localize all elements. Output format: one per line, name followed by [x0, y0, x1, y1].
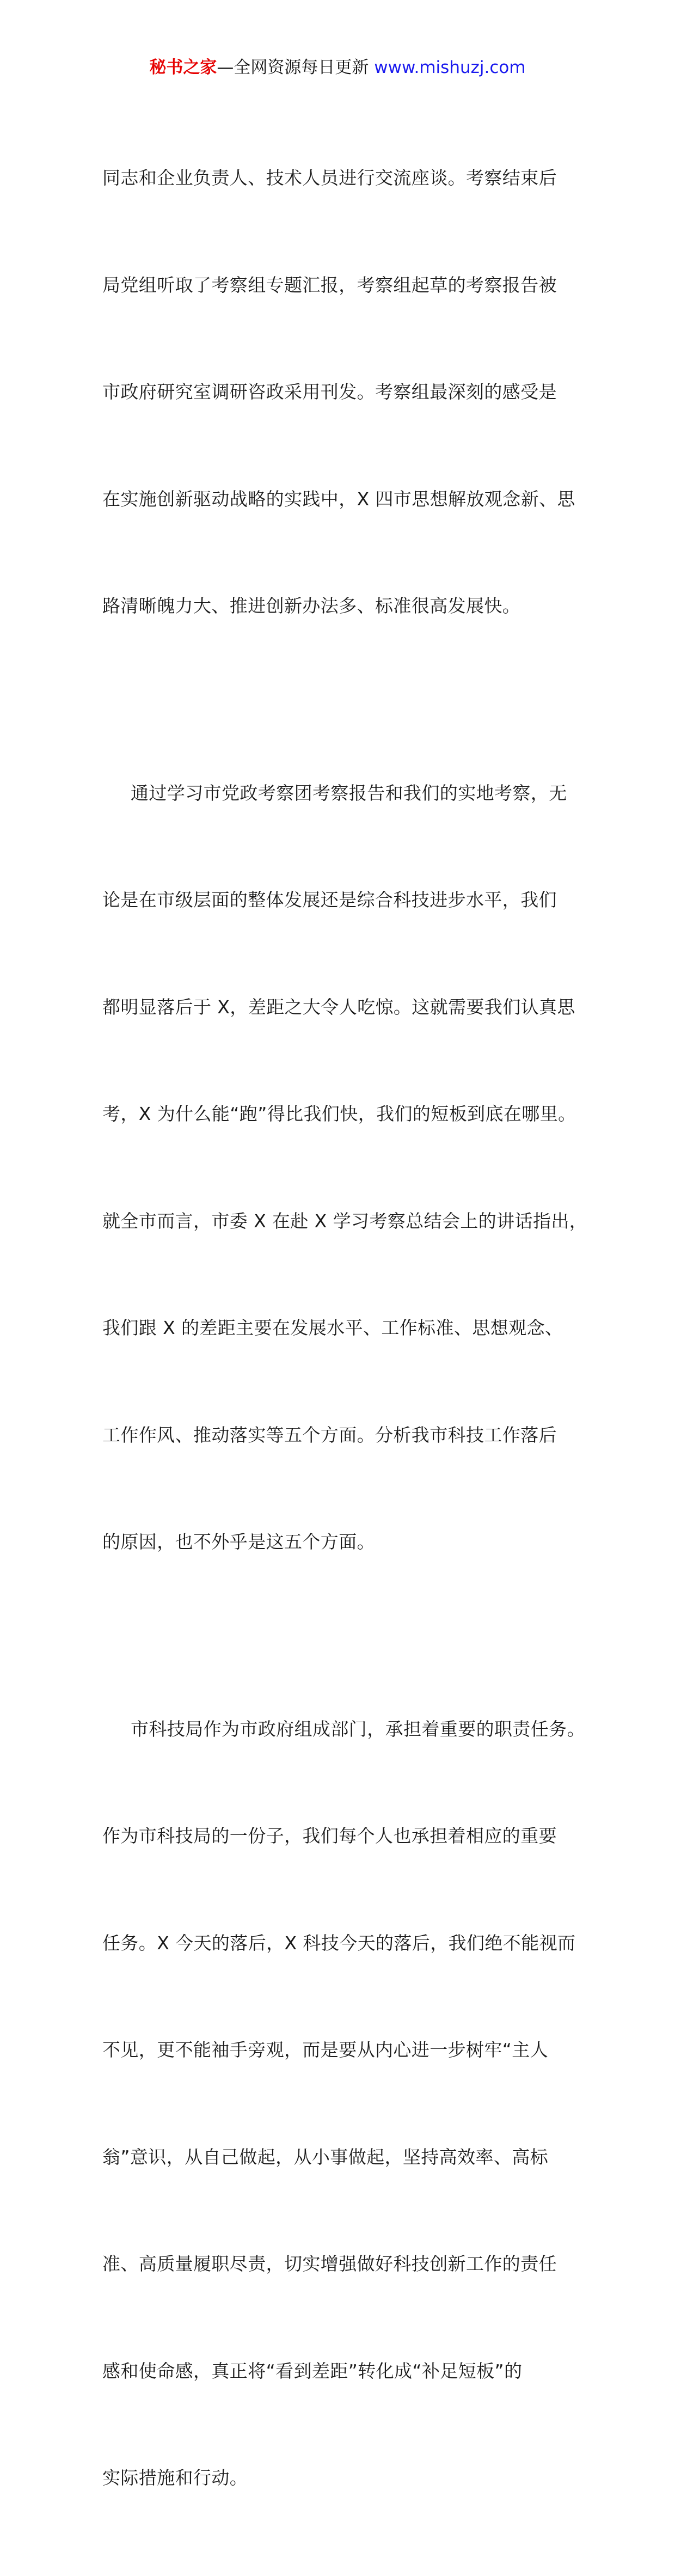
text-line: 工作作风、推动落实等五个方面。分析我市科技工作落后: [102, 1424, 557, 1446]
text-line: 我们跟 X 的差距主要在发展水平、工作标准、思想观念、: [102, 1317, 563, 1338]
text-line: 作为市科技局的一份子，我们每个人也承担着相应的重要: [102, 1825, 557, 1846]
text-line: 的原因，也不外乎是这五个方面。: [102, 1531, 375, 1552]
text-line: 通过学习市党政考察团考察报告和我们的实地考察，无: [131, 782, 567, 804]
text-line: 实际措施和行动。: [102, 2467, 248, 2488]
site-url-link[interactable]: www.mishuzj.com: [374, 58, 526, 77]
text-line: 翁”意识，从自己做起，从小事做起，坚持高效率、高标: [102, 2146, 549, 2168]
document-body: [102, 89, 592, 2576]
text-line: 都明显落后于 X，差距之大令人吃惊。这就需要我们认真思: [102, 996, 575, 1018]
text-line: 局党组听取了考察组专题汇报，考察组起草的考察报告被: [102, 274, 557, 296]
brand-name: 秘书之家: [149, 58, 217, 77]
text-line: 准、高质量履职尽责，切实增强做好科技创新工作的责任: [102, 2253, 557, 2274]
text-line: 路清晰魄力大、推进创新办法多、标准很高发展快。: [102, 595, 521, 616]
text-line: 不见，更不能袖手旁观，而是要从内心进一步树牢“主人: [102, 2039, 549, 2060]
text-line: 论是在市级层面的整体发展还是综合科技进步水平，我们: [102, 889, 557, 910]
text-line: 就全市而言，市委 X 在赴 X 学习考察总结会上的讲话指出，: [102, 1210, 588, 1232]
header-slogan: —全网资源每日更新: [217, 58, 375, 77]
text-line: 在实施创新驱动战略的实践中，X 四市思想解放观念新、思: [102, 488, 575, 510]
watermark-header: [0, 54, 675, 81]
text-line: 市政府研究室调研咨政采用刊发。考察组最深刻的感受是: [102, 381, 557, 402]
text-line: 市科技局作为市政府组成部门，承担着重要的职责任务。: [131, 1718, 585, 1740]
paragraph-3: [102, 1640, 592, 2567]
text-line: 同志和企业负责人、技术人员进行交流座谈。考察结束后: [102, 167, 557, 188]
text-line: 考，X 为什么能“跑”得比我们快，我们的短板到底在哪里。: [102, 1103, 576, 1124]
paragraph-1: [102, 89, 592, 695]
paragraph-2: [102, 704, 592, 1631]
text-line: 任务。X 今天的落后，X 科技今天的落后，我们绝不能视而: [102, 1932, 576, 1954]
text-line: 感和使命感，真正将“看到差距”转化成“补足短板”的: [102, 2360, 523, 2382]
